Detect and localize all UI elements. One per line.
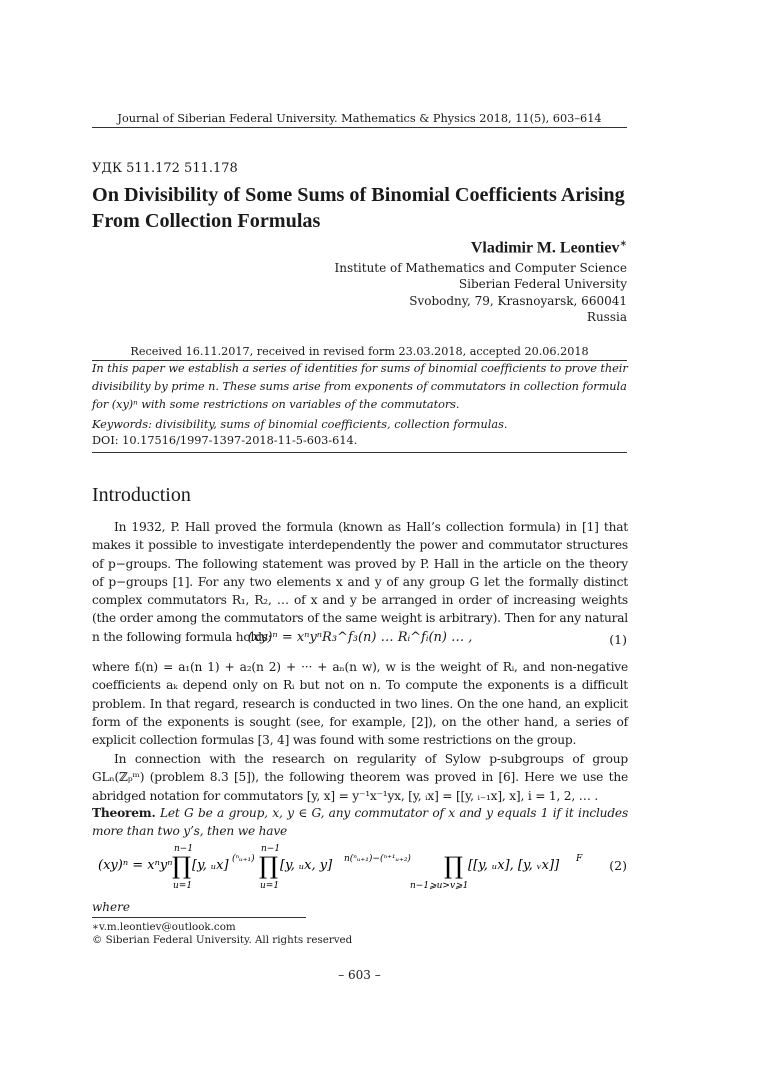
svg-text:n−1⩾u>v⩾1: n−1⩾u>v⩾1 (410, 881, 469, 891)
footnote-copyright: © Siberian Federal University. All rights reserved (92, 934, 353, 946)
keywords-rule (92, 452, 627, 453)
abstract: In this paper we establish a series of identities for sums of binomial coefficients to prove their divisibility by prime n. These sums arise from exponents of commutators in collection formula for (xy)ⁿ with some restrictions on variables of the commutators. (92, 362, 628, 412)
equation-1-body: (xy)ⁿ = xⁿyⁿR₃^f₃(n) … Rᵢ^fᵢ(n) … , (247, 630, 473, 645)
svg-text:∏: ∏ (444, 852, 464, 880)
affiliation (334, 260, 627, 325)
footnote-rule (92, 917, 306, 918)
equation-2-graphic (92, 840, 602, 892)
svg-text:(ⁿᵤ₊₁): (ⁿᵤ₊₁) (232, 854, 255, 864)
svg-text:F: F (576, 854, 583, 864)
theorem-label: Theorem. (92, 806, 156, 820)
page-number: – 603 – (338, 968, 381, 982)
equation-1 (92, 630, 628, 645)
svg-text:[[y, ᵤx], [y, ᵥx]]: [[y, ᵤx], [y, ᵥx]] (468, 858, 560, 873)
affiliation-line: Institute of Mathematics and Computer Science (334, 261, 627, 275)
svg-text:∏: ∏ (172, 852, 192, 880)
journal-header: Journal of Siberian Federal University. Mathematics & Physics 2018, 11(5), 603–614 (117, 112, 602, 125)
author-name (471, 238, 627, 257)
svg-text:∏: ∏ (259, 852, 279, 880)
svg-text:n−1: n−1 (261, 844, 281, 854)
doi: DOI: 10.17516/1997-1397-2018-11-5-603-614. (92, 434, 358, 447)
affiliation-line: Siberian Federal University (458, 277, 627, 292)
svg-text:[y, ᵤx, y]: [y, ᵤx, y] (280, 858, 333, 873)
affiliation-line: Svobodny, 79, Krasnoyarsk, 660041 (409, 293, 627, 308)
footnote-email: ∗v.m.leontiev@outlook.com (92, 921, 236, 933)
svg-text:n−1: n−1 (174, 844, 194, 854)
intro-paragraph-3 (92, 750, 628, 805)
theorem-statement: Let G be a group, x, y ∈ G, any commutator of x and y equals 1 if it includes more than two y’s, then we have (92, 806, 628, 839)
equation-2-number: (2) (609, 858, 627, 873)
svg-text:[y, ᵤx]: [y, ᵤx] (192, 858, 229, 873)
intro-paragraph-3-text: In connection with the research on regularity of Sylow p-subgroups of group GLₙ(ℤₚᵐ) (problem 8.3 [5]), the following theorem was proved in [6]. Here we use the abridged notation for commutators [y, x] = y⁻¹x⁻¹yx, [y, ᵢx] = [[y, ᵢ₋₁x], x], i = 1, 2, … . (92, 752, 628, 803)
svg-text:u=1: u=1 (173, 881, 193, 891)
equation-2 (92, 840, 602, 892)
affiliation-line: Russia (586, 309, 627, 324)
keywords: Keywords: divisibility, sums of binomial coefficients, collection formulas. (92, 418, 508, 431)
intro-paragraph-1 (92, 518, 628, 646)
author-name-text: Vladimir M. Leontiev (470, 239, 620, 257)
section-heading: Introduction (92, 484, 191, 506)
svg-text:(xy)ⁿ = xⁿyⁿ: (xy)ⁿ = xⁿyⁿ (98, 858, 173, 873)
svg-text:u=1: u=1 (260, 881, 280, 891)
paper-title: On Divisibility of Some Sums of Binomial Coefficients Arising From Collection Formulas (92, 184, 625, 232)
author-footnote-mark: ∗ (619, 238, 627, 248)
equation-1-number: (1) (609, 632, 627, 647)
intro-paragraph-1-text: In 1932, P. Hall proved the formula (known as Hall’s collection formula) in [1] that makes it possible to investigate interdependently the power and commutator structures of p−groups. The following statement was proved by P. Hall in the article on the theory of p−groups [1]. For any two elements x and y of any group G let the formally distinct complex commutators R₁, R₂, … of x and y be arranged in order of increasing weights (the order among the commutators of the same weight is arbitrary). Then for any natural n the following formula holds: (92, 520, 628, 644)
where-label: where (92, 900, 130, 914)
udk-code: УДК 511.172 511.178 (92, 161, 238, 176)
svg-text:n(ⁿᵤ₊₁)−(ⁿ⁺¹ᵤ₊₂): n(ⁿᵤ₊₁)−(ⁿ⁺¹ᵤ₊₂) (344, 854, 411, 864)
header-rule (92, 127, 627, 128)
intro-paragraph-2: where fᵢ(n) = a₁(n 1) + a₂(n 2) + ··· + aₙ(n w), w is the weight of Rᵢ, and non-negative coefficients aₖ depend only on Rᵢ but not on n. To compute the exponents is a difficult problem. In that regard, research is conducted in two lines. On the one hand, an explicit form of the exponents is sought (see, for example, [2]), on the other hand, a series of explicit collection formulas [3, 4] was found with some restrictions on the group. (92, 660, 628, 748)
theorem (92, 804, 628, 841)
received-dates: Received 16.11.2017, received in revised form 23.03.2018, accepted 20.06.2018 (130, 345, 589, 358)
